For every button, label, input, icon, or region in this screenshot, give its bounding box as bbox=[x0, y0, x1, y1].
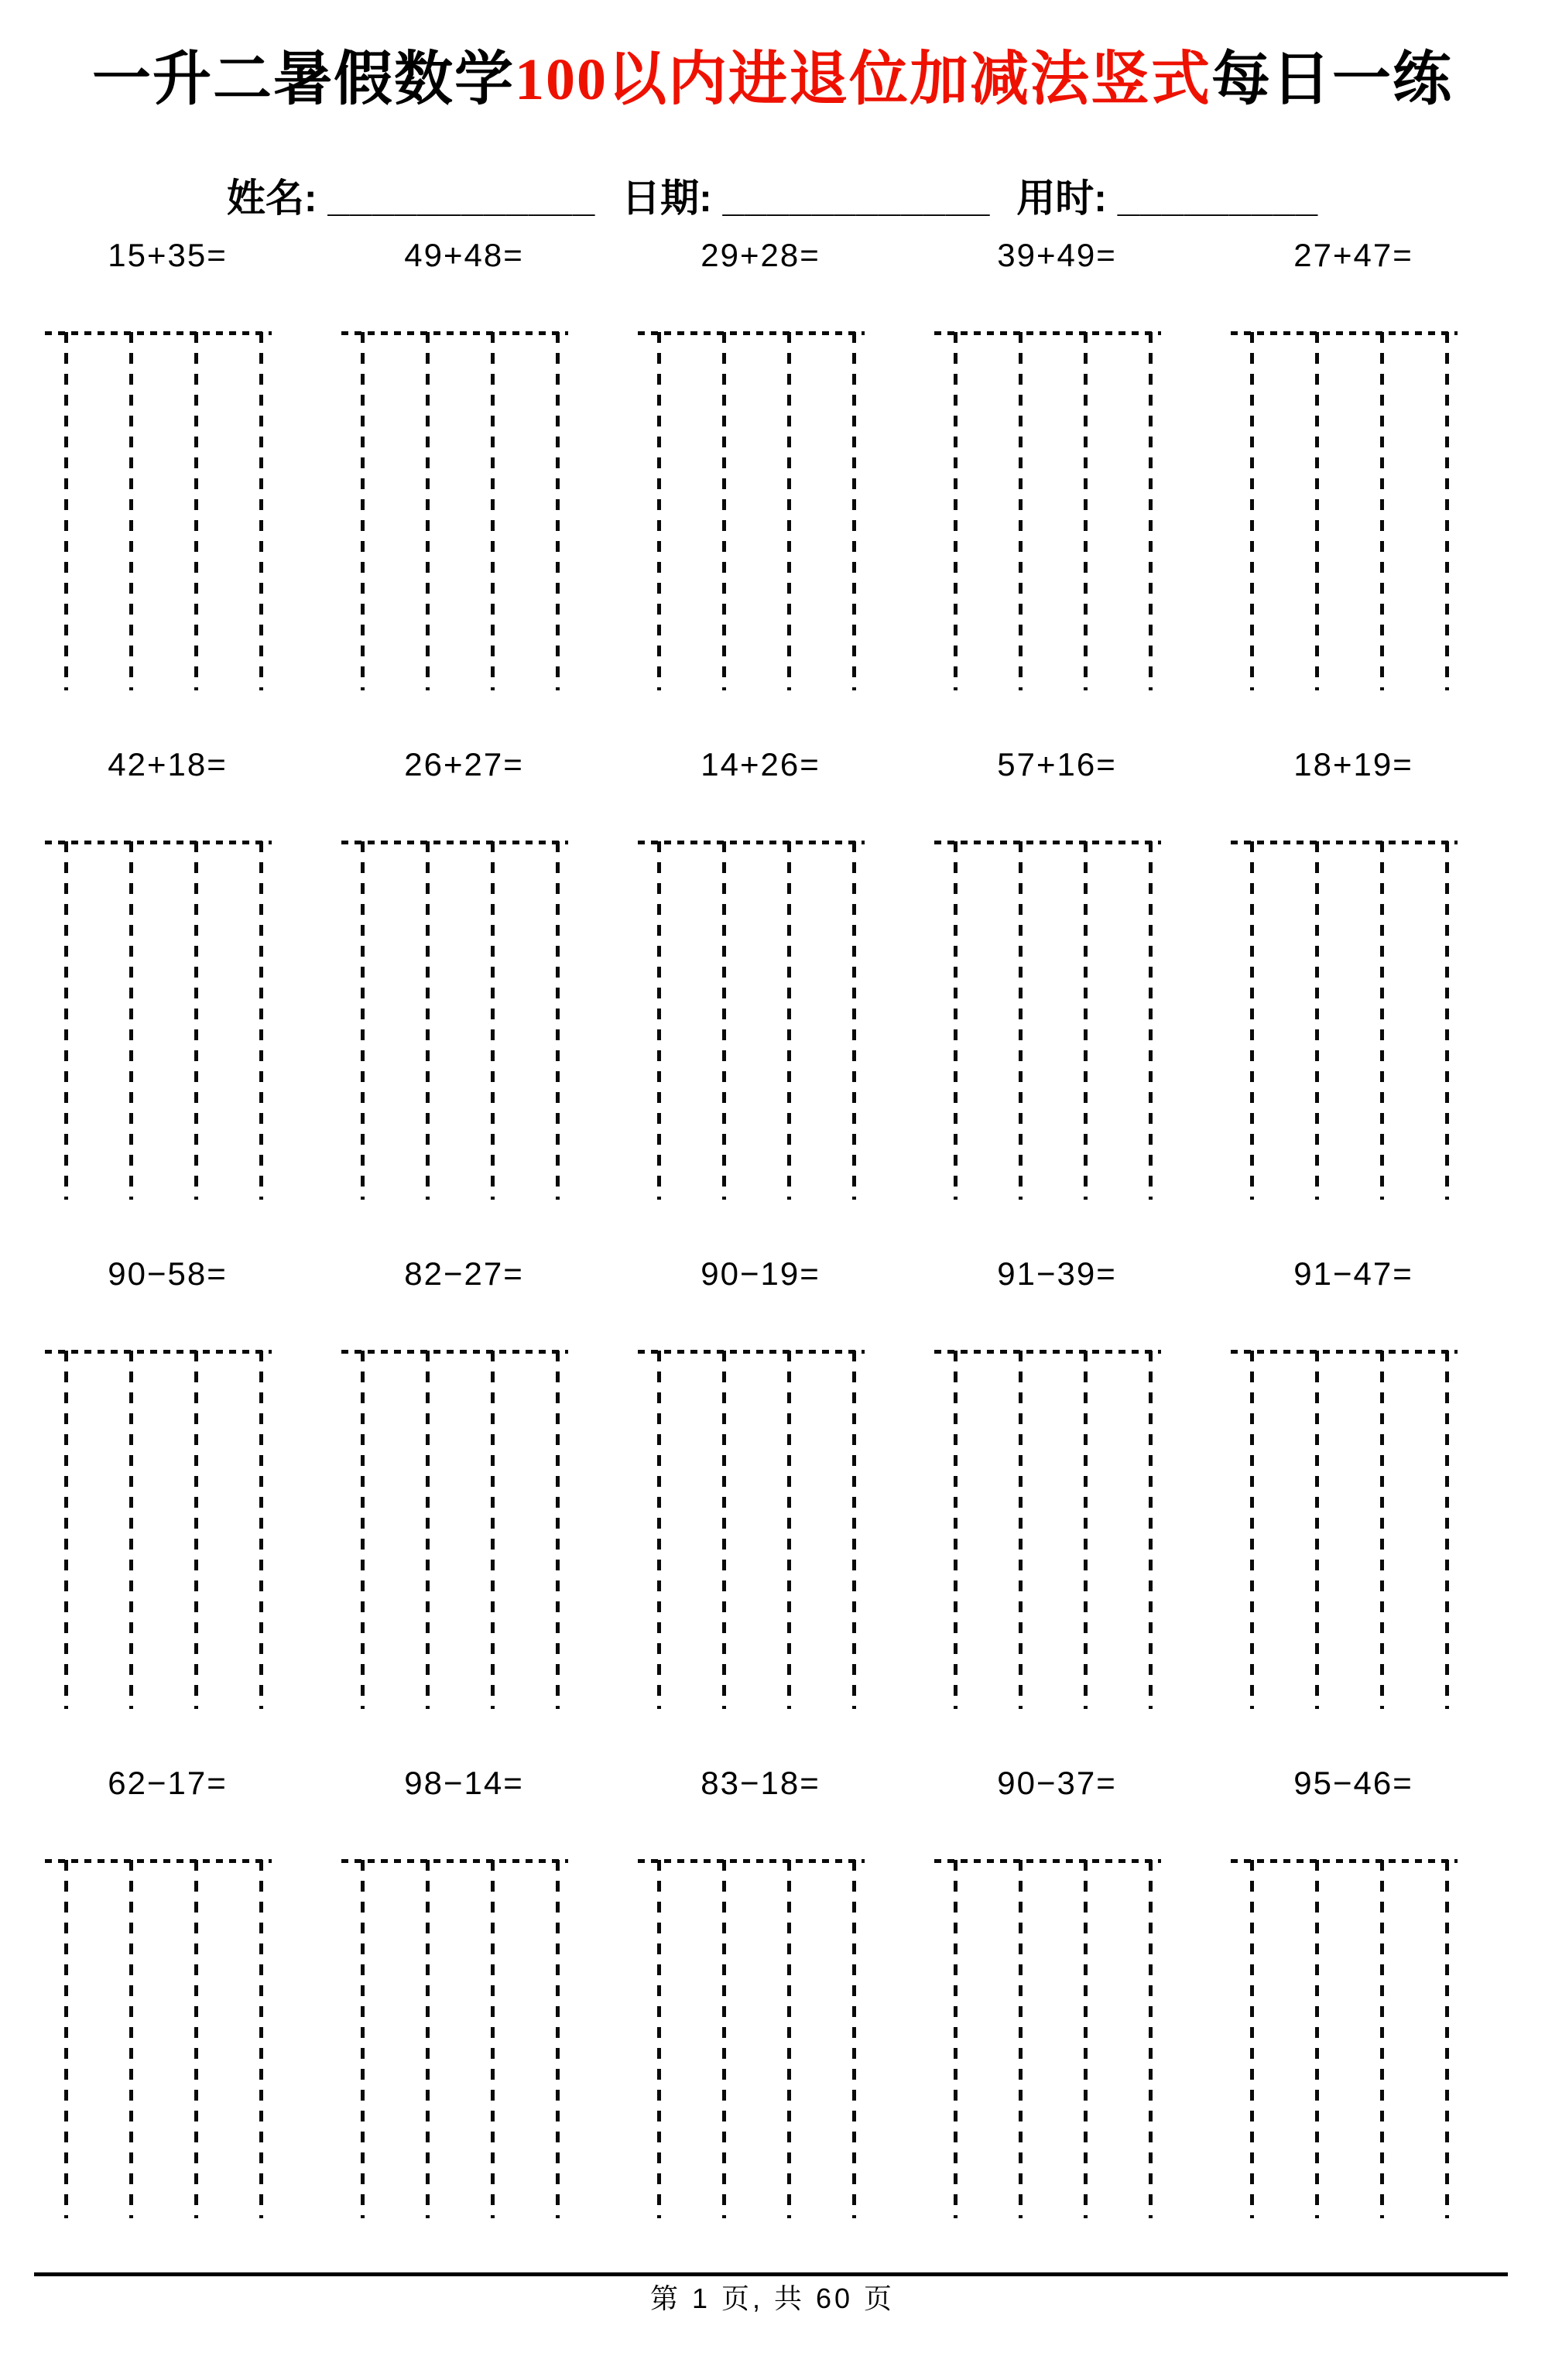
grid-vertical-dashed-line bbox=[787, 1351, 791, 1709]
problem-cell bbox=[1231, 1762, 1458, 2218]
grid-top-dashed-line bbox=[1231, 841, 1458, 844]
grid-top-dashed-line bbox=[638, 1859, 865, 1863]
title-red-middle: 100以内进退位加减法竖式 bbox=[515, 47, 1211, 112]
grid-vertical-dashed-line bbox=[1380, 1351, 1384, 1709]
grid-vertical-dashed-line bbox=[787, 1860, 791, 2218]
grid-vertical-dashed-line bbox=[361, 1860, 365, 2218]
grid-vertical-dashed-line bbox=[361, 841, 365, 1200]
grid-vertical-dashed-line bbox=[1445, 332, 1449, 690]
grid-vertical-dashed-line bbox=[1250, 1860, 1254, 2218]
grid-vertical-dashed-line bbox=[954, 841, 957, 1200]
grid-vertical-dashed-line bbox=[1445, 1860, 1449, 2218]
problem-equation: 49+48= bbox=[404, 237, 524, 273]
grid-vertical-dashed-line bbox=[657, 1860, 661, 2218]
answer-grid-box bbox=[934, 841, 1161, 1200]
problem-equation: 39+49= bbox=[997, 237, 1117, 273]
problem-cell bbox=[934, 743, 1161, 1200]
grid-vertical-dashed-line bbox=[1250, 1351, 1254, 1709]
grid-vertical-dashed-line bbox=[1149, 841, 1153, 1200]
grid-vertical-dashed-line bbox=[1315, 1351, 1319, 1709]
problem-equation: 57+16= bbox=[997, 746, 1117, 782]
answer-grid-box bbox=[341, 1859, 568, 2218]
grid-vertical-dashed-line bbox=[954, 332, 957, 690]
problem-cell bbox=[45, 1252, 272, 1709]
grid-vertical-dashed-line bbox=[722, 1351, 726, 1709]
grid-vertical-dashed-line bbox=[1019, 1860, 1023, 2218]
name-label: 姓名: bbox=[226, 176, 317, 220]
problem-cell bbox=[1231, 1252, 1458, 1709]
grid-vertical-dashed-line bbox=[1250, 332, 1254, 690]
problem-equation: 29+28= bbox=[701, 237, 820, 273]
grid-vertical-dashed-line bbox=[426, 332, 430, 690]
grid-vertical-dashed-line bbox=[259, 841, 263, 1200]
problem-cell bbox=[341, 1762, 568, 2218]
grid-vertical-dashed-line bbox=[1084, 1351, 1088, 1709]
title-black-left: 一升二暑假数学 bbox=[92, 47, 515, 112]
answer-grid-box bbox=[638, 841, 865, 1200]
grid-vertical-dashed-line bbox=[787, 841, 791, 1200]
grid-vertical-dashed-line bbox=[426, 1351, 430, 1709]
answer-grid-box bbox=[638, 1350, 865, 1709]
answer-grid-box bbox=[341, 1350, 568, 1709]
grid-vertical-dashed-line bbox=[1019, 332, 1023, 690]
problem-equation: 62−17= bbox=[108, 1765, 228, 1801]
problem-cell bbox=[638, 743, 865, 1200]
problem-row-2 bbox=[45, 743, 1458, 1200]
grid-vertical-dashed-line bbox=[129, 841, 133, 1200]
grid-vertical-dashed-line bbox=[64, 332, 68, 690]
answer-grid-box bbox=[45, 331, 272, 690]
grid-vertical-dashed-line bbox=[1084, 841, 1088, 1200]
problem-cell bbox=[934, 1762, 1161, 2218]
grid-vertical-dashed-line bbox=[556, 1860, 560, 2218]
answer-grid-box bbox=[45, 841, 272, 1200]
date-label: 日期: bbox=[622, 176, 712, 220]
grid-vertical-dashed-line bbox=[1380, 841, 1384, 1200]
grid-top-dashed-line bbox=[341, 1859, 568, 1863]
problem-cell bbox=[341, 1252, 568, 1709]
problem-equation: 82−27= bbox=[404, 1255, 524, 1292]
problem-equation: 90−19= bbox=[701, 1255, 820, 1292]
answer-grid-box bbox=[341, 841, 568, 1200]
grid-vertical-dashed-line bbox=[426, 841, 430, 1200]
problem-cell bbox=[934, 234, 1161, 690]
answer-grid-box bbox=[934, 1350, 1161, 1709]
grid-vertical-dashed-line bbox=[1445, 1351, 1449, 1709]
problem-equation: 15+35= bbox=[108, 237, 228, 273]
grid-vertical-dashed-line bbox=[954, 1860, 957, 2218]
grid-vertical-dashed-line bbox=[722, 1860, 726, 2218]
grid-vertical-dashed-line bbox=[1019, 1351, 1023, 1709]
problem-row-3 bbox=[45, 1252, 1458, 1709]
grid-vertical-dashed-line bbox=[64, 841, 68, 1200]
grid-vertical-dashed-line bbox=[1084, 1860, 1088, 2218]
grid-vertical-dashed-line bbox=[1315, 1860, 1319, 2218]
student-info-line bbox=[0, 173, 1545, 223]
grid-vertical-dashed-line bbox=[1315, 841, 1319, 1200]
problem-cell bbox=[45, 1762, 272, 2218]
grid-top-dashed-line bbox=[934, 331, 1161, 335]
grid-vertical-dashed-line bbox=[129, 1860, 133, 2218]
grid-vertical-dashed-line bbox=[1445, 841, 1449, 1200]
grid-top-dashed-line bbox=[934, 1859, 1161, 1863]
answer-grid-box bbox=[1231, 1350, 1458, 1709]
grid-vertical-dashed-line bbox=[361, 1351, 365, 1709]
grid-vertical-dashed-line bbox=[491, 332, 495, 690]
grid-top-dashed-line bbox=[341, 331, 568, 335]
grid-vertical-dashed-line bbox=[1149, 1860, 1153, 2218]
grid-top-dashed-line bbox=[341, 841, 568, 844]
page-number-text: 第 1 页, 共 60 页 bbox=[649, 2282, 896, 2314]
grid-vertical-dashed-line bbox=[259, 1351, 263, 1709]
problem-equation: 14+26= bbox=[701, 746, 820, 782]
grid-vertical-dashed-line bbox=[852, 332, 856, 690]
grid-vertical-dashed-line bbox=[722, 332, 726, 690]
problem-equation: 91−47= bbox=[1293, 1255, 1413, 1292]
problem-equation: 26+27= bbox=[404, 746, 524, 782]
grid-vertical-dashed-line bbox=[1380, 332, 1384, 690]
grid-vertical-dashed-line bbox=[1380, 1860, 1384, 2218]
problem-cell bbox=[1231, 743, 1458, 1200]
grid-vertical-dashed-line bbox=[129, 1351, 133, 1709]
grid-vertical-dashed-line bbox=[1315, 332, 1319, 690]
grid-vertical-dashed-line bbox=[1084, 332, 1088, 690]
grid-top-dashed-line bbox=[1231, 1859, 1458, 1863]
grid-vertical-dashed-line bbox=[491, 841, 495, 1200]
grid-vertical-dashed-line bbox=[491, 1860, 495, 2218]
grid-top-dashed-line bbox=[45, 331, 272, 335]
grid-top-dashed-line bbox=[45, 1859, 272, 1863]
answer-grid-box bbox=[934, 1859, 1161, 2218]
problem-cell bbox=[341, 234, 568, 690]
grid-vertical-dashed-line bbox=[852, 1860, 856, 2218]
problem-row-4 bbox=[45, 1762, 1458, 2218]
answer-grid-box bbox=[1231, 331, 1458, 690]
grid-top-dashed-line bbox=[341, 1350, 568, 1354]
grid-vertical-dashed-line bbox=[657, 841, 661, 1200]
grid-vertical-dashed-line bbox=[491, 1351, 495, 1709]
problem-equation: 90−37= bbox=[997, 1765, 1117, 1801]
grid-vertical-dashed-line bbox=[657, 332, 661, 690]
name-blank-line: ____________ bbox=[327, 176, 596, 220]
answer-grid-box bbox=[45, 1350, 272, 1709]
grid-vertical-dashed-line bbox=[1149, 332, 1153, 690]
problem-equation: 91−39= bbox=[997, 1255, 1117, 1292]
grid-vertical-dashed-line bbox=[954, 1351, 957, 1709]
date-blank-line: ____________ bbox=[722, 176, 991, 220]
grid-top-dashed-line bbox=[934, 1350, 1161, 1354]
grid-top-dashed-line bbox=[45, 1350, 272, 1354]
grid-vertical-dashed-line bbox=[556, 841, 560, 1200]
footer-divider-line bbox=[34, 2272, 1508, 2276]
grid-vertical-dashed-line bbox=[194, 1351, 198, 1709]
answer-grid-box bbox=[45, 1859, 272, 2218]
grid-vertical-dashed-line bbox=[722, 841, 726, 1200]
title-black-right: 每日一练 bbox=[1211, 47, 1453, 112]
grid-vertical-dashed-line bbox=[361, 332, 365, 690]
grid-vertical-dashed-line bbox=[426, 1860, 430, 2218]
grid-top-dashed-line bbox=[638, 841, 865, 844]
grid-vertical-dashed-line bbox=[64, 1351, 68, 1709]
problem-equation: 83−18= bbox=[701, 1765, 820, 1801]
problem-equation: 18+19= bbox=[1293, 746, 1413, 782]
grid-vertical-dashed-line bbox=[556, 1351, 560, 1709]
problem-cell bbox=[934, 1252, 1161, 1709]
grid-top-dashed-line bbox=[45, 841, 272, 844]
problem-cell bbox=[45, 743, 272, 1200]
answer-grid-box bbox=[341, 331, 568, 690]
page-title bbox=[0, 46, 1545, 113]
problem-cell bbox=[638, 234, 865, 690]
grid-vertical-dashed-line bbox=[852, 841, 856, 1200]
problem-equation: 98−14= bbox=[404, 1765, 524, 1801]
problem-equation: 95−46= bbox=[1293, 1765, 1413, 1801]
answer-grid-box bbox=[934, 331, 1161, 690]
grid-vertical-dashed-line bbox=[259, 332, 263, 690]
grid-top-dashed-line bbox=[638, 331, 865, 335]
answer-grid-box bbox=[638, 331, 865, 690]
grid-vertical-dashed-line bbox=[852, 1351, 856, 1709]
grid-vertical-dashed-line bbox=[556, 332, 560, 690]
grid-top-dashed-line bbox=[638, 1350, 865, 1354]
problem-cell bbox=[45, 234, 272, 690]
problem-cell bbox=[638, 1762, 865, 2218]
problem-equation: 27+47= bbox=[1293, 237, 1413, 273]
grid-vertical-dashed-line bbox=[1250, 841, 1254, 1200]
grid-vertical-dashed-line bbox=[194, 332, 198, 690]
answer-grid-box bbox=[638, 1859, 865, 2218]
grid-top-dashed-line bbox=[1231, 331, 1458, 335]
grid-vertical-dashed-line bbox=[1019, 841, 1023, 1200]
grid-top-dashed-line bbox=[1231, 1350, 1458, 1354]
time-blank-line: _________ bbox=[1117, 176, 1319, 220]
grid-vertical-dashed-line bbox=[259, 1860, 263, 2218]
grid-vertical-dashed-line bbox=[194, 841, 198, 1200]
problem-cell bbox=[341, 743, 568, 1200]
problem-cell bbox=[638, 1252, 865, 1709]
problem-cell bbox=[1231, 234, 1458, 690]
answer-grid-box bbox=[1231, 1859, 1458, 2218]
problem-equation: 42+18= bbox=[108, 746, 228, 782]
time-label: 用时: bbox=[1016, 176, 1107, 220]
grid-vertical-dashed-line bbox=[1149, 1351, 1153, 1709]
grid-vertical-dashed-line bbox=[129, 332, 133, 690]
grid-top-dashed-line bbox=[934, 841, 1161, 844]
grid-vertical-dashed-line bbox=[194, 1860, 198, 2218]
answer-grid-box bbox=[1231, 841, 1458, 1200]
problem-row-1 bbox=[45, 234, 1458, 690]
grid-vertical-dashed-line bbox=[787, 332, 791, 690]
grid-vertical-dashed-line bbox=[64, 1860, 68, 2218]
grid-vertical-dashed-line bbox=[657, 1351, 661, 1709]
problem-equation: 90−58= bbox=[108, 1255, 228, 1292]
